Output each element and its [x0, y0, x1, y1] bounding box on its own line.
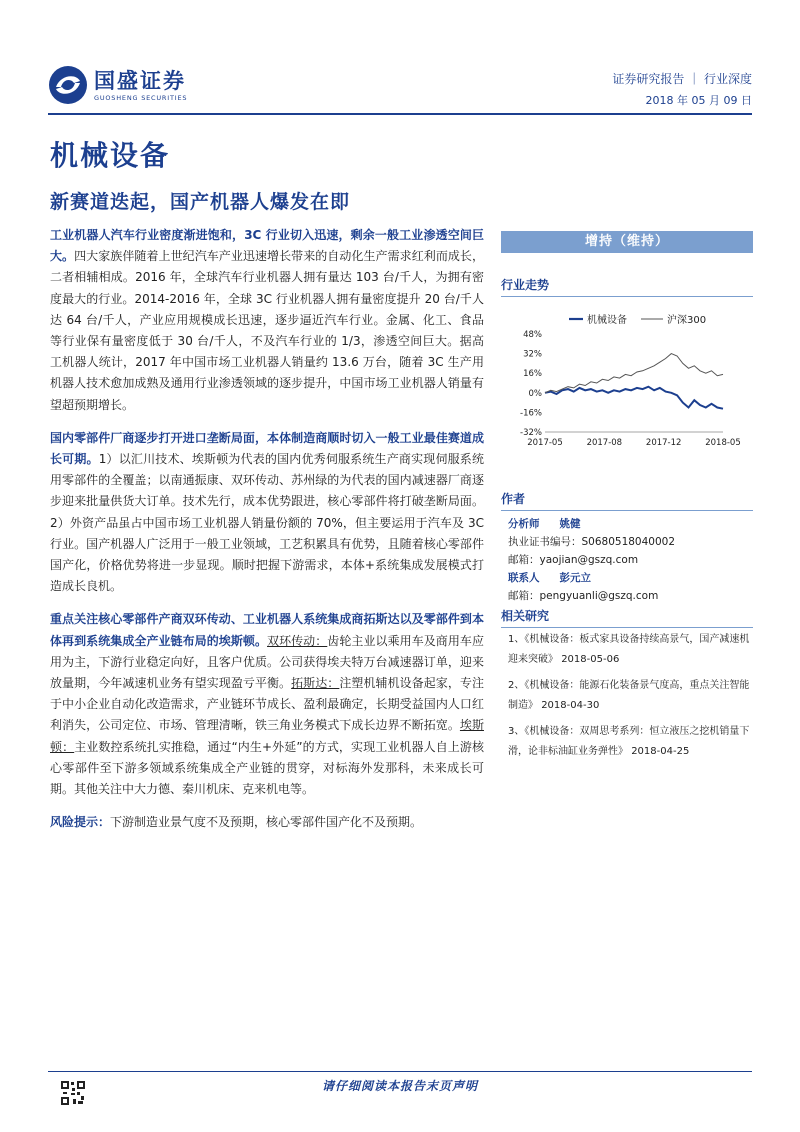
contact-row — [508, 570, 591, 585]
x-tick-label: 2017-08 — [586, 438, 623, 448]
analyst-name: 姚健 — [559, 518, 581, 530]
related-item-title: 3、《机械设备：双周思考系列：恒立液压之挖机销量下滑，论非标油缸业务弹性》 — [508, 726, 750, 757]
paragraph-2-headline: 国内零部件厂商逐步打开进口垄断局面，本体制造商顺时切入一般工业最佳赛道成长可期。 — [50, 430, 484, 467]
y-tick-label: 32% — [523, 349, 542, 360]
report-body — [50, 225, 484, 845]
related-item-title: 2、《机械设备：能源石化装备景气度高，重点关注智能制造》 — [508, 680, 750, 711]
chart-lines — [545, 354, 723, 409]
author-heading: 作者 — [501, 490, 753, 511]
header-divider — [48, 113, 752, 115]
analyst-row — [508, 516, 581, 531]
paragraph-3-headline: 重点关注核心零部件产商双环传动、工业机器人系统集成商拓斯达以及零部件到本体再到系统集成全产业链布局的埃斯顿。 — [50, 612, 484, 648]
paragraph-1-text: 四大家族伴随着上世纪汽车产业迅速增长带来的自动化生产需求红利而成长，二者相辅相成。2016 年，全球汽车行业机器人拥有量达 103 台/千人，为拥有密度最大的行业。2014-2016 年，全球 3C 行业机器人拥有量密度提升 20 台/千人达 64 台/千人，产业应用规模成长迅速，逐步逼近汽车行业。金属、化工、食品等行业保有量密度低于 30 台/千人，不及汽车行业的 1/3，渗透空间巨大。据高工机器人统计，2017 年中国市场工业机器人销量约 13.6 万台，随着 3C 生产用机器人技术愈加成熟及通用行业渗透领域的逐步提升，中国市场工业机器人销量有望超预期增长。 — [50, 249, 484, 412]
chart-y-axis — [520, 330, 723, 438]
related-research-list — [508, 630, 756, 768]
related-item[interactable] — [508, 630, 756, 670]
trend-heading: 行业走势 — [501, 276, 753, 297]
legend-label-machinery: 机械设备 — [587, 315, 627, 326]
risk-warning — [50, 812, 484, 833]
paragraph-1-headline: 工业机器人汽车行业密度渐进饱和，3C 行业切入迅速，剩余一般工业渗透空间巨大。 — [50, 228, 484, 264]
aisidun-text: 主业数控系统扎实推稳，通过“内生+外延”的方式，实现工业机器人自上游核心零部件至下游多领域系统集成全产业链的贯穿，对标海外发那科，未来成长可期。其他关注中大力德、秦川机床、克来机电等。 — [50, 739, 484, 797]
report-date: 2018 年 05 月 09 日 — [645, 94, 752, 107]
rating-badge: 增持（维持） — [501, 231, 753, 253]
email-analyst[interactable]: yaojian@gszq.com — [539, 554, 639, 566]
industry-trend-chart — [501, 306, 753, 456]
email-contact[interactable]: pengyuanli@gszq.com — [539, 590, 659, 602]
related-item[interactable] — [508, 676, 756, 716]
paragraph-2-text: 1）以汇川技术、埃斯顿为代表的国内优秀伺服系统生产商实现伺服系统用零部件的全覆盖；以南通振康、双环传动、苏州绿的为代表的国内减速器厂商逐步迎来批量供货大订单。技术先行，成本优势跟进，核心零部件将打破垄断局面。2）外资产品虽占中国市场工业机器人销量份额的 70%，但主要运用于汽车及 3C 行业。国产机器人广泛用于一般工业领域，工艺积累具有优势，且随着核心零部件国产化，价格优势将进一步显现。顺时把握下游需求，本体+系统集成发展模式打造成长良机。 — [50, 452, 484, 594]
x-tick-label: 2017-12 — [645, 438, 682, 448]
y-tick-label: 16% — [523, 369, 542, 380]
shuanghuan-text: 齿轮主业以乘用车及商用车应用为主，下游行业稳定向好，且客户优质。公司获得埃夫特万台减速器订单，迎来放量期，今年减速机业务有望实现盈亏平衡。 — [50, 633, 484, 691]
y-tick-label: -32% — [520, 428, 542, 438]
paragraph-3 — [50, 609, 484, 800]
company-aisidun: 埃斯顿： — [50, 718, 484, 754]
sector-title: 机械设备 — [50, 139, 171, 172]
company-shuanghuan: 双环传动： — [267, 633, 328, 648]
chart-legend — [569, 313, 706, 326]
related-item-title: 1、《机械设备：板式家具设备持续高景气，国产减速机迎来突破》 — [508, 634, 750, 665]
related-heading: 相关研究 — [501, 607, 753, 628]
contact-label: 联系人 — [508, 572, 540, 584]
paragraph-1 — [50, 225, 484, 416]
company-logo — [48, 62, 248, 108]
email-label-2: 邮箱： — [508, 590, 540, 602]
legend-label-hs300: 沪深300 — [667, 315, 707, 326]
related-item-date: 2018-04-25 — [631, 746, 690, 757]
related-item-date: 2018-04-30 — [541, 700, 600, 711]
paragraph-2 — [50, 428, 484, 598]
email-row-1 — [508, 552, 638, 567]
y-tick-label: 0% — [528, 388, 542, 399]
risk-label: 风险提示： — [50, 815, 111, 830]
related-item[interactable] — [508, 722, 756, 762]
cert-row — [508, 534, 675, 549]
related-item-date: 2018-05-06 — [561, 654, 620, 665]
logo-icon — [48, 65, 88, 105]
cert-number: S0680518040002 — [581, 536, 676, 548]
contact-name: 彭元立 — [559, 572, 591, 584]
report-type: 证券研究报告 ｜ 行业深度 — [612, 72, 752, 86]
logo-text-cn: 国盛证券 — [94, 69, 186, 93]
company-tuosida: 拓斯达： — [291, 676, 340, 691]
main-title: 新赛道迭起，国产机器人爆发在即 — [50, 191, 351, 213]
x-tick-label: 2018-05 — [705, 438, 741, 448]
analyst-label: 分析师 — [508, 518, 540, 530]
chart-x-axis — [527, 438, 741, 448]
tuosida-text: 注塑机辅机设备起家，专注于中小企业自动化改造需求，产业链环节成长、盈利最确定，长期受益国内人口红利消失，公司定位、市场、管理清晰，铁三角业务模式下成长边界不断拓宽。 — [50, 676, 484, 733]
y-tick-label: 48% — [523, 330, 542, 340]
series-line-hs300 — [545, 354, 723, 393]
cert-label: 执业证书编号： — [508, 536, 582, 548]
logo-text-en: GUOSHENG SECURITIES — [94, 94, 188, 102]
email-label-1: 邮箱： — [508, 554, 540, 566]
footer-disclaimer: 请仔细阅读本报告末页声明 — [321, 1079, 478, 1093]
y-tick-label: -16% — [520, 408, 542, 419]
x-tick-label: 2017-05 — [527, 438, 563, 448]
footer-divider — [48, 1071, 752, 1072]
risk-text: 下游制造业景气度不及预期，核心零部件国产化不及预期。 — [110, 815, 423, 830]
email-row-2 — [508, 588, 658, 603]
series-line-machinery — [545, 387, 723, 409]
